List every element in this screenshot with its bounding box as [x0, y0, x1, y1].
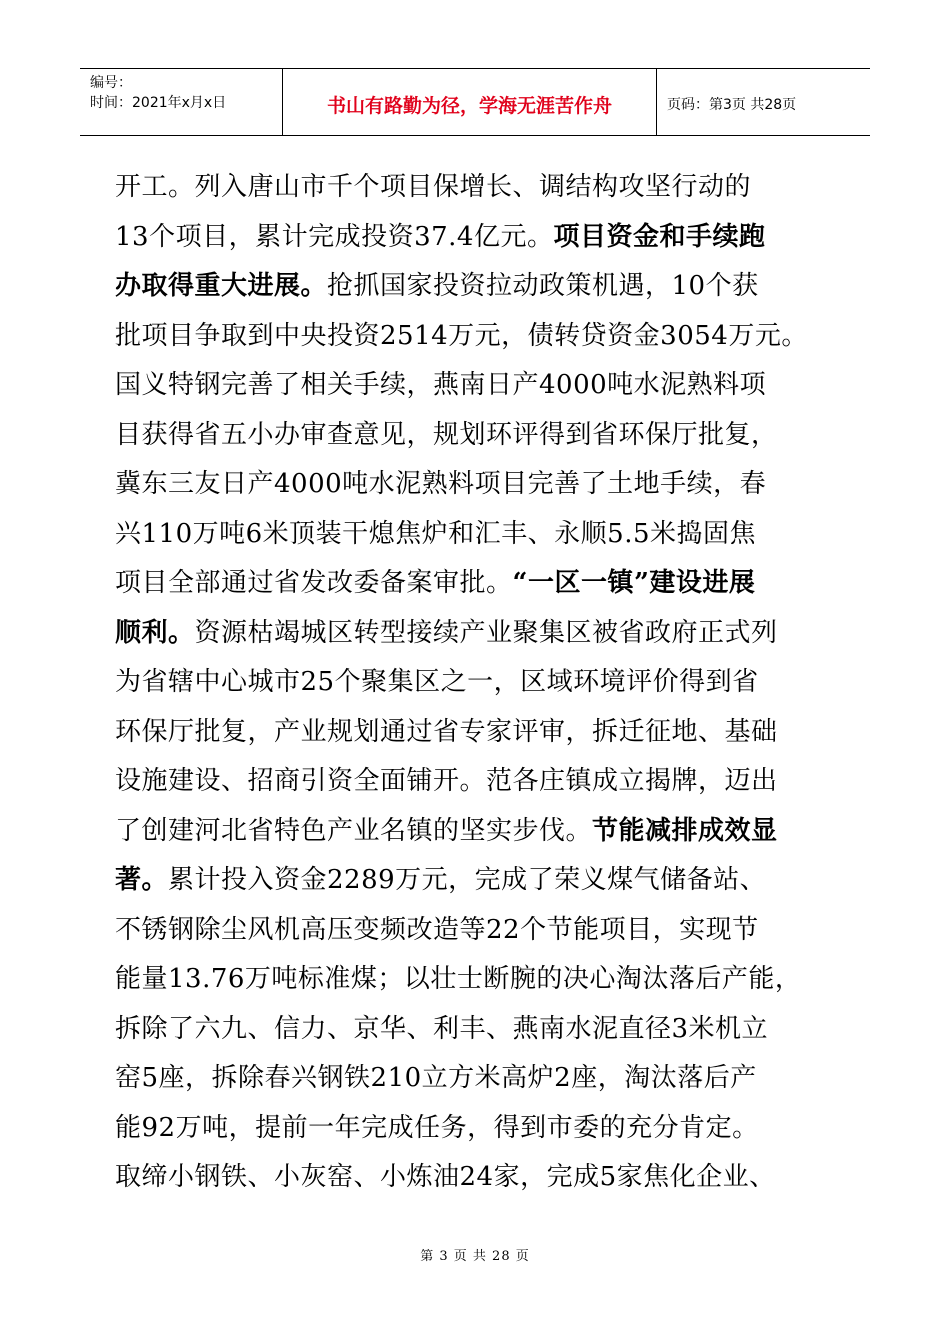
body-line: [115, 1005, 850, 1055]
body-line: [115, 1153, 850, 1203]
bold-heading-text: 节能减排成效显: [592, 815, 778, 846]
body-text-segment: 能92万吨，提前一年完成任务，得到市委的充分肯定。: [115, 1112, 759, 1143]
body-line: [115, 856, 850, 906]
body-line: [115, 906, 850, 956]
body-line: [115, 1054, 850, 1104]
document-date: 时间：2021年x月x日: [90, 95, 227, 111]
body-text-segment: 抢抓国家投资拉动政策机遇，10个获: [327, 271, 759, 301]
document-header: [80, 68, 870, 136]
header-page-info: 页码：第3页 共28页: [667, 97, 797, 113]
body-line: [115, 262, 850, 312]
body-text-segment: 环保厅批复，产业规划通过省专家评审，拆迁征地、基础: [115, 716, 778, 747]
body-text-segment: 了创建河北省特色产业名镇的坚实步伐。: [115, 815, 593, 846]
body-line: [115, 609, 850, 659]
body-text: [115, 163, 850, 1203]
bold-heading-text: 顺利。: [115, 617, 195, 648]
body-line: [115, 955, 850, 1005]
header-meta: [80, 69, 283, 135]
body-line: [115, 1104, 850, 1154]
body-text-segment: 项目全部通过省发改委备案审批。: [115, 568, 513, 598]
body-text-segment: 批项目争取到中央投资2514万元，债转贷资金3054万元。: [115, 320, 808, 351]
body-line: [115, 361, 850, 411]
body-text-segment: 冀东三友日产4000吨水泥熟料项目完善了土地手续，春: [115, 469, 767, 499]
body-line: [115, 757, 850, 807]
body-text-segment: 资源枯竭城区转型接续产业聚集区被省政府正式列: [194, 617, 778, 648]
body-text-segment: 拆除了六九、信力、京华、利丰、燕南水泥直径3米机立: [115, 1013, 769, 1044]
body-text-segment: 13个项目，累计完成投资37.4亿元。: [115, 221, 554, 252]
body-line: [115, 460, 850, 510]
body-text-segment: 取缔小钢铁、小灰窑、小炼油24家，完成5家焦化企业、: [115, 1162, 776, 1192]
body-line: [115, 807, 850, 857]
body-line: [115, 559, 850, 609]
body-line: [115, 312, 850, 362]
body-line: [115, 708, 850, 758]
body-text-segment: 不锈钢除尘风机高压变频改造等22个节能项目，实现节: [115, 914, 759, 945]
body-line: [115, 411, 850, 461]
body-text-segment: 目获得省五小办审查意见，规划环评得到省环保厅批复，: [115, 419, 778, 450]
bold-heading-text: 著。: [115, 865, 169, 895]
body-text-segment: 设施建设、招商引资全面铺开。范各庄镇成立揭牌，迈出: [115, 766, 778, 796]
body-line: [115, 510, 850, 560]
body-text-segment: 兴110万吨6米顶装干熄焦炉和汇丰、永顺5.5米捣固焦: [115, 518, 757, 549]
body-text-segment: 累计投入资金2289万元，完成了荣义煤气储备站、: [168, 865, 767, 895]
body-text-segment: 窑5座，拆除春兴钢铁210立方米高炉2座，淘汰落后产: [115, 1063, 757, 1093]
body-text-segment: 国义特钢完善了相关手续，燕南日产4000吨水泥熟料项: [115, 370, 767, 400]
body-text-segment: 为省辖中心城市25个聚集区之一，区域环境评价得到省: [115, 667, 759, 697]
body-text-segment: 开工。列入唐山市千个项目保增长、调结构攻坚行动的: [115, 172, 752, 202]
document-number-label: 编号：: [90, 75, 132, 91]
header-motto: 书山有路勤为径，学海无涯苦作舟: [283, 69, 657, 135]
body-line: [115, 213, 850, 263]
bold-heading-text: 项目资金和手续跑: [553, 221, 766, 252]
body-text-segment: 能量13.76万吨标准煤；以壮士断腕的决心淘汰落后产能，: [115, 964, 802, 994]
body-line: [115, 658, 850, 708]
bold-heading-text: 办取得重大进展。: [115, 271, 328, 301]
body-line: [115, 163, 850, 213]
page-footer: 第 3 页 共 28 页: [420, 1249, 530, 1264]
bold-heading-text: “一区一镇”建设进展: [512, 568, 756, 598]
